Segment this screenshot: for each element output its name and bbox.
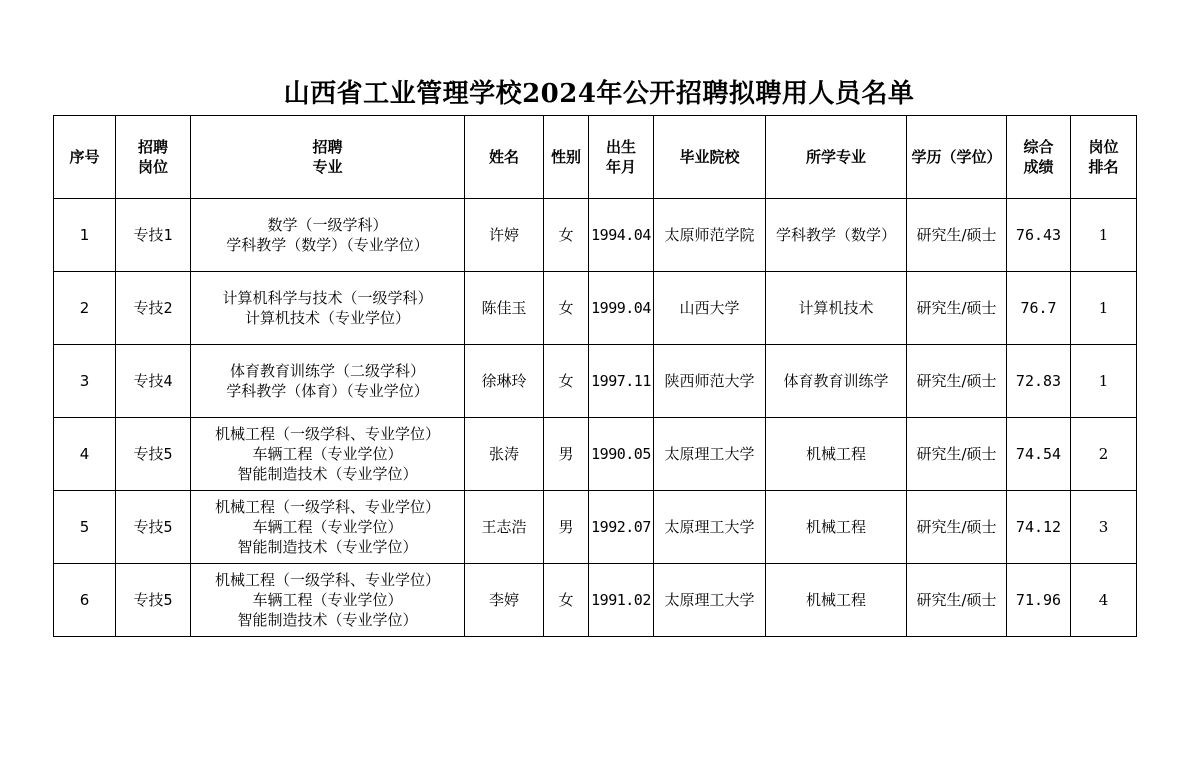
cell-gender: 女 (544, 272, 589, 345)
cell-degree: 研究生/硕士 (907, 564, 1007, 637)
cell-birth: 1991.02 (589, 564, 654, 637)
table-row (54, 199, 1137, 272)
cell-post: 专技5 (116, 418, 191, 491)
cell-major-line: 车辆工程（专业学位） (252, 518, 403, 536)
cell-score: 72.83 (1007, 345, 1071, 418)
cell-gender: 男 (544, 418, 589, 491)
cell-birth: 1997.11 (589, 345, 654, 418)
cell-name: 张涛 (465, 418, 544, 491)
cell-seq: 1 (54, 199, 116, 272)
cell-rank: 1 (1071, 199, 1137, 272)
cell-post: 专技2 (116, 272, 191, 345)
col-header-score (1007, 116, 1071, 199)
cell-major (191, 345, 465, 418)
cell-score: 71.96 (1007, 564, 1071, 637)
cell-name: 李婷 (465, 564, 544, 637)
cell-field-text: 体育教育训练学 (783, 372, 889, 390)
cell-seq: 3 (54, 345, 116, 418)
header-row (54, 116, 1137, 199)
cell-major (191, 564, 465, 637)
cell-major-line: 机械工程（一级学科、专业学位） (214, 571, 440, 589)
cell-rank: 2 (1071, 418, 1137, 491)
cell-rank: 4 (1071, 564, 1137, 637)
cell-field (766, 345, 907, 418)
cell-major-line: 智能制造技术（专业学位） (237, 611, 418, 629)
cell-major-line: 智能制造技术（专业学位） (237, 538, 418, 556)
cell-major-line: 体育教育训练学（二级学科） (229, 362, 425, 380)
col-header-birth (589, 116, 654, 199)
cell-seq: 2 (54, 272, 116, 345)
col-header-rank-line2: 排名 (1088, 158, 1119, 176)
page-title: 山西省工业管理学校2024年公开招聘拟聘用人员名单 (283, 79, 915, 109)
cell-degree: 研究生/硕士 (907, 418, 1007, 491)
col-header-school (654, 116, 766, 199)
cell-post: 专技5 (116, 491, 191, 564)
cell-degree: 研究生/硕士 (907, 345, 1007, 418)
col-header-post (116, 116, 191, 199)
cell-score: 76.7 (1007, 272, 1071, 345)
cell-name: 王志浩 (465, 491, 544, 564)
cell-score: 74.54 (1007, 418, 1071, 491)
col-header-post-line2: 岗位 (137, 158, 168, 176)
cell-major (191, 199, 465, 272)
cell-major-line: 学科教学（数学）（专业学位） (226, 236, 429, 254)
cell-school: 太原理工大学 (654, 564, 766, 637)
cell-birth: 1992.07 (589, 491, 654, 564)
cell-field (766, 564, 907, 637)
cell-gender: 女 (544, 345, 589, 418)
col-header-birth-line2: 年月 (605, 158, 636, 176)
hire-list-table (53, 115, 1137, 637)
cell-gender: 女 (544, 199, 589, 272)
cell-major-line: 机械工程（一级学科、专业学位） (214, 425, 440, 443)
cell-degree: 研究生/硕士 (907, 272, 1007, 345)
col-header-score-line2: 成绩 (1023, 158, 1054, 176)
cell-score: 76.43 (1007, 199, 1071, 272)
cell-major (191, 272, 465, 345)
col-header-seq (54, 116, 116, 199)
cell-name: 陈佳玉 (465, 272, 544, 345)
col-header-birth-line1: 出生 (605, 138, 636, 156)
cell-rank: 1 (1071, 272, 1137, 345)
col-header-major-line2: 专业 (312, 158, 343, 176)
cell-gender: 女 (544, 564, 589, 637)
cell-field (766, 199, 907, 272)
cell-name: 许婷 (465, 199, 544, 272)
cell-field (766, 272, 907, 345)
col-header-gender-text: 性别 (550, 148, 581, 166)
cell-field-text: 计算机技术 (798, 299, 874, 317)
cell-seq: 4 (54, 418, 116, 491)
cell-school: 太原理工大学 (654, 418, 766, 491)
cell-school: 山西大学 (654, 272, 766, 345)
cell-major-line: 计算机科学与技术（一级学科） (222, 289, 433, 307)
col-header-rank-line1: 岗位 (1088, 138, 1119, 156)
cell-major-line: 机械工程（一级学科、专业学位） (214, 498, 440, 516)
col-header-gender (544, 116, 589, 199)
table-row (54, 345, 1137, 418)
cell-major-line: 车辆工程（专业学位） (252, 445, 403, 463)
cell-field (766, 491, 907, 564)
cell-field-text: 机械工程 (805, 445, 866, 463)
cell-school: 太原师范学院 (654, 199, 766, 272)
cell-field-text: 机械工程 (805, 591, 866, 609)
cell-name: 徐琳玲 (465, 345, 544, 418)
col-header-post-line1: 招聘 (137, 138, 168, 156)
cell-seq: 6 (54, 564, 116, 637)
cell-seq: 5 (54, 491, 116, 564)
cell-birth: 1990.05 (589, 418, 654, 491)
cell-degree: 研究生/硕士 (907, 491, 1007, 564)
cell-degree: 研究生/硕士 (907, 199, 1007, 272)
table-row (54, 564, 1137, 637)
col-header-field-text: 所学专业 (805, 148, 866, 166)
cell-field-text: 机械工程 (805, 518, 866, 536)
col-header-name (465, 116, 544, 199)
cell-major-line: 车辆工程（专业学位） (252, 591, 403, 609)
col-header-major-line1: 招聘 (312, 138, 343, 156)
cell-major (191, 491, 465, 564)
col-header-score-line1: 综合 (1023, 138, 1054, 156)
col-header-degree (907, 116, 1007, 199)
col-header-degree-text: 学历（学位） (911, 148, 1002, 166)
cell-major-line: 计算机技术（专业学位） (244, 309, 410, 327)
cell-rank: 3 (1071, 491, 1137, 564)
col-header-major (191, 116, 465, 199)
cell-post: 专技5 (116, 564, 191, 637)
cell-major-line: 学科教学（体育）（专业学位） (226, 382, 429, 400)
cell-major (191, 418, 465, 491)
table-row (54, 272, 1137, 345)
cell-field (766, 418, 907, 491)
cell-score: 74.12 (1007, 491, 1071, 564)
cell-post: 专技4 (116, 345, 191, 418)
table-row (54, 491, 1137, 564)
cell-post: 专技1 (116, 199, 191, 272)
cell-major-line: 智能制造技术（专业学位） (237, 465, 418, 483)
col-header-seq-text: 序号 (69, 148, 100, 166)
cell-birth: 1994.04 (589, 199, 654, 272)
cell-field-text: 学科教学（数学） (775, 226, 896, 244)
col-header-field (766, 116, 907, 199)
cell-birth: 1999.04 (589, 272, 654, 345)
col-header-name-text: 姓名 (488, 148, 519, 166)
cell-rank: 1 (1071, 345, 1137, 418)
cell-school: 陕西师范大学 (654, 345, 766, 418)
table-row (54, 418, 1137, 491)
cell-school: 太原理工大学 (654, 491, 766, 564)
col-header-school-text: 毕业院校 (679, 148, 740, 166)
cell-gender: 男 (544, 491, 589, 564)
cell-major-line: 数学（一级学科） (267, 216, 388, 234)
col-header-rank (1071, 116, 1137, 199)
